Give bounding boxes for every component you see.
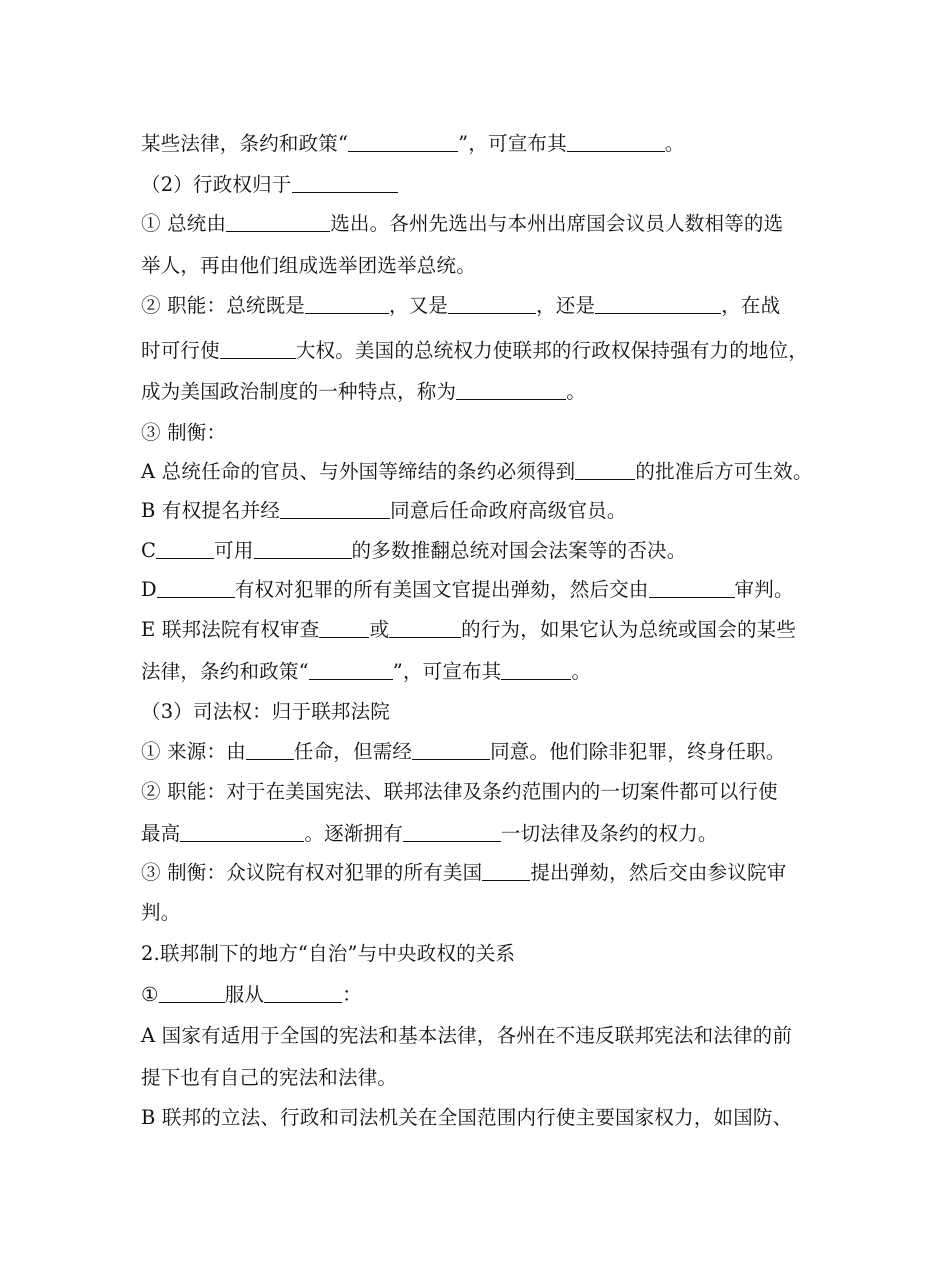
text-segment: 的行为，如果它认为总统或国会的某些	[461, 618, 797, 641]
text-segment: 的批准后方可生效。	[635, 460, 813, 483]
text-segment: E 联邦法院有权审查	[141, 618, 320, 641]
fill-in-blank[interactable]	[280, 500, 390, 519]
fill-in-blank[interactable]	[501, 661, 571, 680]
fill-in-blank[interactable]	[246, 741, 294, 760]
fill-in-blank[interactable]	[448, 295, 536, 314]
text-segment: 最高	[141, 822, 181, 845]
fill-in-blank[interactable]	[482, 862, 530, 881]
text-segment: 。	[664, 132, 685, 155]
text-segment: 时可行使	[141, 339, 220, 362]
fill-in-blank[interactable]	[226, 213, 330, 232]
fill-in-blank[interactable]	[567, 133, 665, 152]
text-segment: 成为美国政治制度的一种特点，称为	[141, 380, 457, 403]
text-segment: B 联邦的立法、行政和司法机关在全国范围内行使主要国家权力，如国防、	[141, 1106, 793, 1129]
text-segment: （2）行政权归于	[141, 173, 292, 196]
text-segment: 的多数推翻总统对国会法案等的否决。	[351, 539, 687, 562]
text-segment: 法律，条约和政策“	[141, 660, 309, 683]
fill-in-blank[interactable]	[649, 579, 735, 598]
text-segment: ① 来源：由	[141, 740, 246, 763]
fill-in-blank[interactable]	[220, 340, 296, 359]
text-segment: 同意后任命政府高级官员。	[390, 499, 627, 522]
text-segment: 或	[369, 618, 390, 641]
text-segment: 判。	[141, 901, 181, 924]
text-segment: 提出弹劾，然后交由参议院审	[530, 861, 787, 884]
fill-in-blank[interactable]	[159, 984, 225, 1003]
fill-in-blank[interactable]	[456, 381, 566, 400]
fill-in-blank[interactable]	[254, 540, 352, 559]
text-line	[141, 292, 780, 320]
text-segment: 大权。美国的总统权力使联邦的行政权保持强有力的地位，	[295, 339, 809, 362]
text-segment: 有权对犯罪的所有美国文官提出弹劾，然后交由	[234, 578, 649, 601]
fill-in-blank[interactable]	[595, 295, 721, 314]
fill-in-blank[interactable]	[309, 661, 393, 680]
text-line	[141, 698, 390, 726]
text-segment: （3）司法权：归于联邦法院	[141, 700, 391, 723]
fill-in-blank[interactable]	[348, 133, 458, 152]
text-line	[141, 981, 362, 1009]
fill-in-blank[interactable]	[292, 174, 398, 193]
text-segment: 。逐渐拥有	[304, 822, 403, 845]
text-line	[141, 738, 786, 766]
text-segment: 任命，但需经	[293, 740, 413, 763]
text-segment: 2.联邦制下的地方“自治”与中央政权的关系	[141, 942, 516, 965]
text-segment: ：	[342, 983, 362, 1006]
text-segment: 选出。各州先选出与本州出席国会议员人数相等的选	[330, 212, 784, 235]
text-segment: ③ 制衡：	[141, 421, 227, 444]
text-line	[141, 778, 778, 806]
text-segment: ”，可宣布其	[458, 132, 567, 155]
text-line	[141, 130, 685, 158]
text-line	[141, 1104, 792, 1132]
text-segment: A 国家有适用于全国的宪法和基本法律，各州在不违反联邦宪法和法律的前	[141, 1024, 793, 1047]
fill-in-blank[interactable]	[264, 984, 342, 1003]
text-segment: 可用	[214, 539, 254, 562]
text-segment: 审判。	[734, 578, 794, 601]
text-segment: C	[141, 539, 157, 562]
text-line	[141, 1022, 792, 1050]
text-segment: ，又是	[389, 294, 449, 317]
text-segment: 。	[566, 380, 586, 403]
text-segment: ，在战	[721, 294, 781, 317]
text-line	[141, 419, 226, 447]
text-line	[141, 337, 808, 365]
text-segment: 某些法律，条约和政策“	[141, 132, 349, 155]
text-segment: 同意。他们除非犯罪，终身任职。	[490, 740, 786, 763]
fill-in-blank[interactable]	[403, 823, 501, 842]
text-line	[141, 658, 591, 686]
text-segment: 一切法律及条约的权力。	[500, 822, 718, 845]
text-line	[141, 859, 786, 887]
fill-in-blank[interactable]	[180, 823, 304, 842]
text-segment: 提下也有自己的宪法和法律。	[141, 1066, 398, 1089]
text-segment: ③ 制衡：众议院有权对犯罪的所有美国	[141, 861, 483, 884]
text-line	[141, 576, 794, 604]
text-line	[141, 210, 783, 238]
text-line	[141, 458, 813, 486]
text-line	[141, 820, 718, 848]
text-line	[141, 171, 398, 199]
text-line	[141, 940, 515, 968]
text-segment: ② 职能：总统既是	[141, 294, 305, 317]
fill-in-blank[interactable]	[157, 579, 235, 598]
text-segment: ② 职能：对于在美国宪法、联邦法律及条约范围内的一切案件都可以行使	[141, 780, 778, 803]
text-segment: 。	[571, 660, 592, 683]
text-line	[141, 899, 180, 927]
fill-in-blank[interactable]	[575, 461, 635, 480]
text-segment: 服从	[224, 983, 265, 1006]
text-segment: A 总统任命的官员、与外国等缔结的条约必须得到	[141, 460, 576, 483]
text-segment: ① 总统由	[141, 212, 227, 235]
text-line	[141, 537, 686, 565]
text-segment: 举人，再由他们组成选举团选举总统。	[141, 254, 476, 277]
fill-in-blank[interactable]	[156, 540, 214, 559]
text-line	[141, 378, 586, 406]
text-line	[141, 1064, 397, 1092]
text-segment: ①	[141, 983, 159, 1006]
fill-in-blank[interactable]	[389, 619, 461, 638]
text-line	[141, 252, 476, 280]
text-segment: D	[141, 578, 157, 601]
fill-in-blank[interactable]	[305, 295, 389, 314]
text-segment: ，还是	[536, 294, 596, 317]
text-line	[141, 497, 627, 525]
fill-in-blank[interactable]	[319, 619, 369, 638]
fill-in-blank[interactable]	[412, 741, 490, 760]
text-line	[141, 616, 796, 644]
text-segment: B 有权提名并经	[141, 499, 281, 522]
text-segment: ”，可宣布其	[392, 660, 502, 683]
